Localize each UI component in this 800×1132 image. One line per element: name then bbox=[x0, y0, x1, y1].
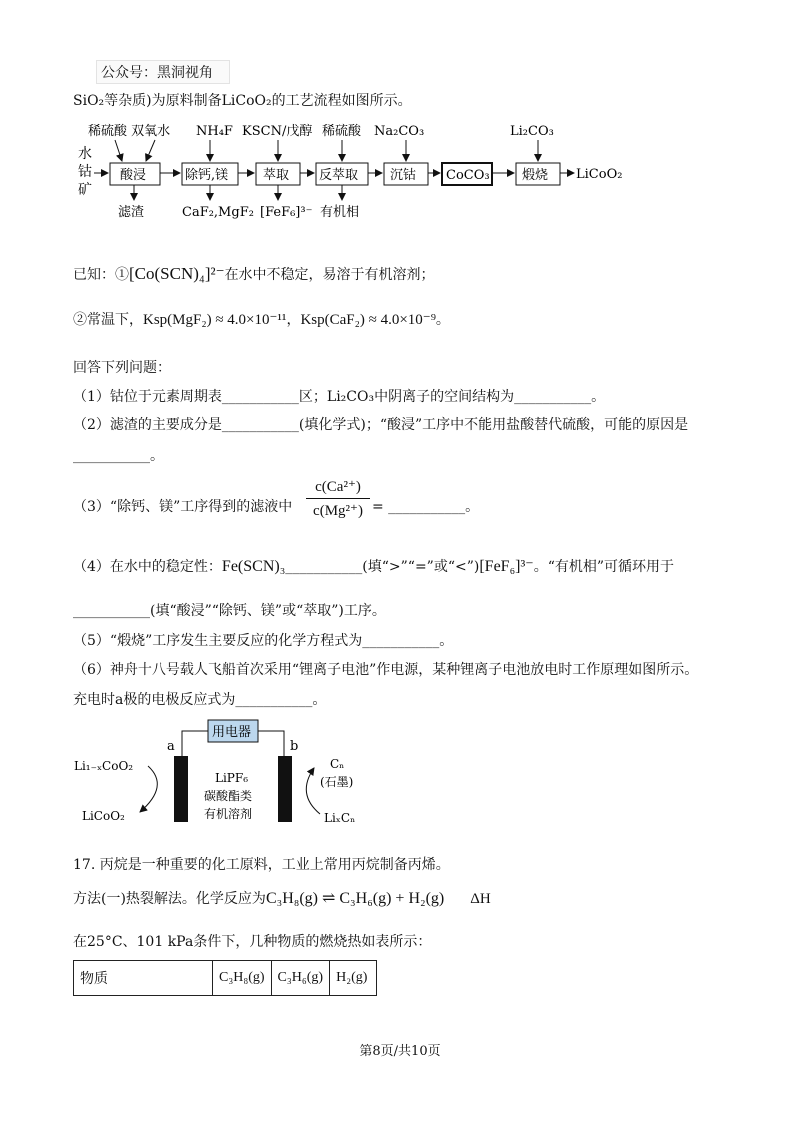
left-bottom-label: LiCoO₂ bbox=[82, 809, 125, 823]
electrode-b-label: b bbox=[290, 739, 299, 754]
output-label: [FeF₆]³⁻ bbox=[260, 205, 313, 220]
question-6b: 充电时a极的电极反应式为___________。 bbox=[73, 692, 327, 708]
watermark-label: 公众号：黑洞视角 bbox=[96, 60, 230, 84]
table-header-cell: C₃H₆(g) bbox=[271, 961, 330, 996]
question-2b: ___________。 bbox=[73, 448, 164, 464]
question-1: （1）钴位于元素周期表___________区；Li₂CO₃中阴离子的空间结构为___________。 bbox=[73, 389, 606, 405]
page-footer: 第8页/共10页 bbox=[359, 1044, 441, 1059]
q17-title: 17. 丙烷是一种重要的化工原料，工业上常用丙烷制备丙烯。 bbox=[73, 857, 450, 873]
reagent-label: NH₄F bbox=[196, 124, 233, 139]
right-mid-label: (石墨) bbox=[320, 775, 354, 789]
question-6a: （6）神舟十八号载人飞船首次采用“锂离子电池”作电源，某种锂离子电池放电时工作原理如图所示。 bbox=[73, 662, 699, 678]
combustion-table bbox=[73, 960, 377, 996]
reagent-label: Li₂CO₃ bbox=[510, 124, 554, 139]
electrolyte-line: LiPF₆ bbox=[215, 771, 249, 785]
q17-condition: 在25°C、101 kPa条件下，几种物质的燃烧热如表所示： bbox=[73, 934, 432, 950]
right-top-label: Cₙ bbox=[330, 757, 345, 771]
question-4a: （4）在水中的稳定性：Fe(SCN)₃___________(填“>”“=”或“<”)[FeF₆]³⁻。“有机相”可循环用于 bbox=[73, 558, 675, 575]
raw-material-char: 矿 bbox=[78, 182, 92, 198]
reagent-label: 稀硫酸 bbox=[322, 124, 362, 139]
process-flowchart bbox=[70, 118, 670, 228]
known-line-2: ②常温下，Ksp(MgF₂) ≈ 4.0×10⁻¹¹，Ksp(CaF₂) ≈ 4.0×10⁻⁹。 bbox=[73, 312, 450, 328]
question-3-prefix: （3）“除钙、镁”工序得到的滤液中 bbox=[73, 499, 293, 515]
product-label: LiCoO₂ bbox=[576, 167, 623, 182]
output-label: CaF₂,MgF₂ bbox=[182, 205, 254, 220]
intro-line: SiO₂等杂质)为原料制备LiCoO₂的工艺流程如图所示。 bbox=[73, 93, 412, 109]
right-bottom-label: LiₓCₙ bbox=[324, 811, 356, 825]
electrode-a bbox=[174, 756, 188, 822]
step-label: 煅烧 bbox=[522, 168, 549, 183]
step-label: 反萃取 bbox=[319, 168, 359, 183]
table-row bbox=[74, 961, 377, 996]
reagent-label: 稀硫酸 双氧水 bbox=[88, 124, 171, 139]
questions-intro: 回答下列问题： bbox=[73, 360, 171, 376]
q17-method: 方法(一)热裂解法。化学反应为C₃H₈(g) ⇌ C₃H₆(g) + H₂(g) ΔH bbox=[73, 890, 491, 907]
known-line-1: 已知：①[Co(SCN)₄]²⁻在水中不稳定，易溶于有机溶剂； bbox=[73, 264, 435, 283]
output-label: 有机相 bbox=[320, 205, 360, 220]
question-2a: （2）滤渣的主要成分是___________(填化学式)；“酸浸”工序中不能用盐酸替代硫酸，可能的原因是 bbox=[73, 417, 689, 433]
fraction-denominator: c(Mg²⁺) bbox=[313, 503, 363, 519]
q3-fraction bbox=[306, 476, 370, 523]
reagent-label: KSCN/戊醇 bbox=[242, 124, 313, 139]
reagent-label: Na₂CO₃ bbox=[374, 124, 425, 139]
left-top-label: Li₁₋ₓCoO₂ bbox=[74, 759, 134, 773]
question-5: （5）“煅烧”工序发生主要反应的化学方程式为___________。 bbox=[73, 633, 454, 649]
step-label: 萃取 bbox=[263, 168, 290, 183]
table-header-cell: C₃H₈(g) bbox=[213, 961, 272, 996]
device-label: 用电器 bbox=[212, 725, 252, 740]
step-label: 酸浸 bbox=[120, 168, 147, 183]
battery-diagram bbox=[70, 716, 370, 826]
electrolyte-line: 有机溶剂 bbox=[204, 807, 253, 821]
step-label: 沉钴 bbox=[390, 168, 417, 183]
electrolyte-line: 碳酸酯类 bbox=[204, 789, 253, 803]
electrode-a-label: a bbox=[167, 739, 175, 754]
question-3-suffix: = ___________。 bbox=[372, 499, 480, 515]
question-4b: ___________(填“酸浸”“除钙、镁”或“萃取”)工序。 bbox=[73, 603, 386, 619]
raw-material-char: 水 bbox=[78, 146, 92, 162]
output-label: 滤渣 bbox=[118, 205, 145, 220]
electrode-b bbox=[278, 756, 292, 822]
table-header-cell: H₂(g) bbox=[330, 961, 377, 996]
table-header-cell: 物质 bbox=[74, 961, 213, 996]
fraction-numerator: c(Ca²⁺) bbox=[306, 476, 370, 499]
step-label: CoCO₃ bbox=[446, 168, 490, 183]
raw-material-char: 钴 bbox=[78, 164, 92, 180]
step-label: 除钙,镁 bbox=[185, 168, 229, 183]
